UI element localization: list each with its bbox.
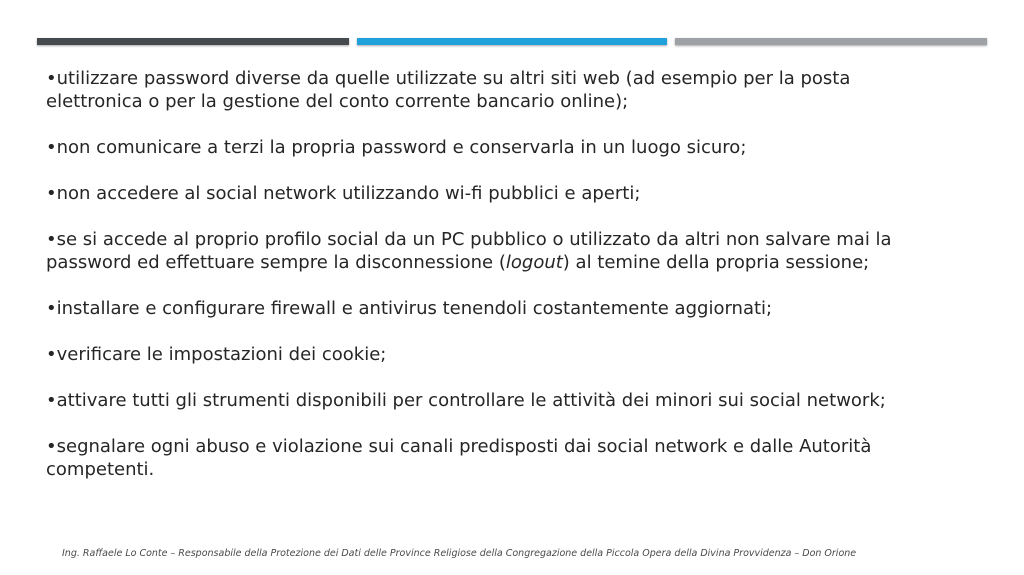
bullet-list: [46, 67, 976, 504]
bullet-item-6: •verificare le impostazioni dei cookie;: [46, 344, 387, 365]
bullet-item-2: •non comunicare a terzi la propria password e conservarla in un luogo sicuro;: [46, 137, 747, 158]
bullet-item-8: •segnalare ogni abuso e violazione sui canali predisposti dai social network e dalle Autorità competenti.: [46, 436, 872, 480]
accent-bar-dark: [37, 38, 349, 45]
bullet-item-3: •non accedere al social network utilizzando wi-fi pubblici e aperti;: [46, 183, 641, 204]
bullet-item-4-text-before: •se si accede al proprio profilo social da un PC pubblico o utilizzato da altri non salvare mai la password ed effettuare sempre la disconnessione (: [46, 229, 892, 273]
bullet-item-4: [46, 228, 976, 274]
footer-credit: Ing. Raffaele Lo Conte – Responsabile della Protezione dei Dati delle Province Religiose della Congregazione della Piccola Opera della Divina Provvidenza – Don Orione: [62, 548, 857, 559]
accent-bars: [37, 38, 987, 46]
bullet-item-4-italic-logout: logout: [505, 252, 563, 273]
bullet-item-7: •attivare tutti gli strumenti disponibili per controllare le attività dei minori sui social network;: [46, 390, 886, 411]
bullet-item-5: •installare e configurare firewall e antivirus tenendoli costantemente aggiornati;: [46, 298, 773, 319]
accent-bar-gray: [675, 38, 987, 45]
bullet-item-4-text-after: ) al temine della propria sessione;: [562, 252, 870, 273]
accent-bar-blue: [357, 38, 667, 45]
bullet-item-1: •utilizzare password diverse da quelle utilizzate su altri siti web (ad esempio per la posta elettronica o per la gestione del conto corrente bancario online);: [46, 68, 851, 112]
